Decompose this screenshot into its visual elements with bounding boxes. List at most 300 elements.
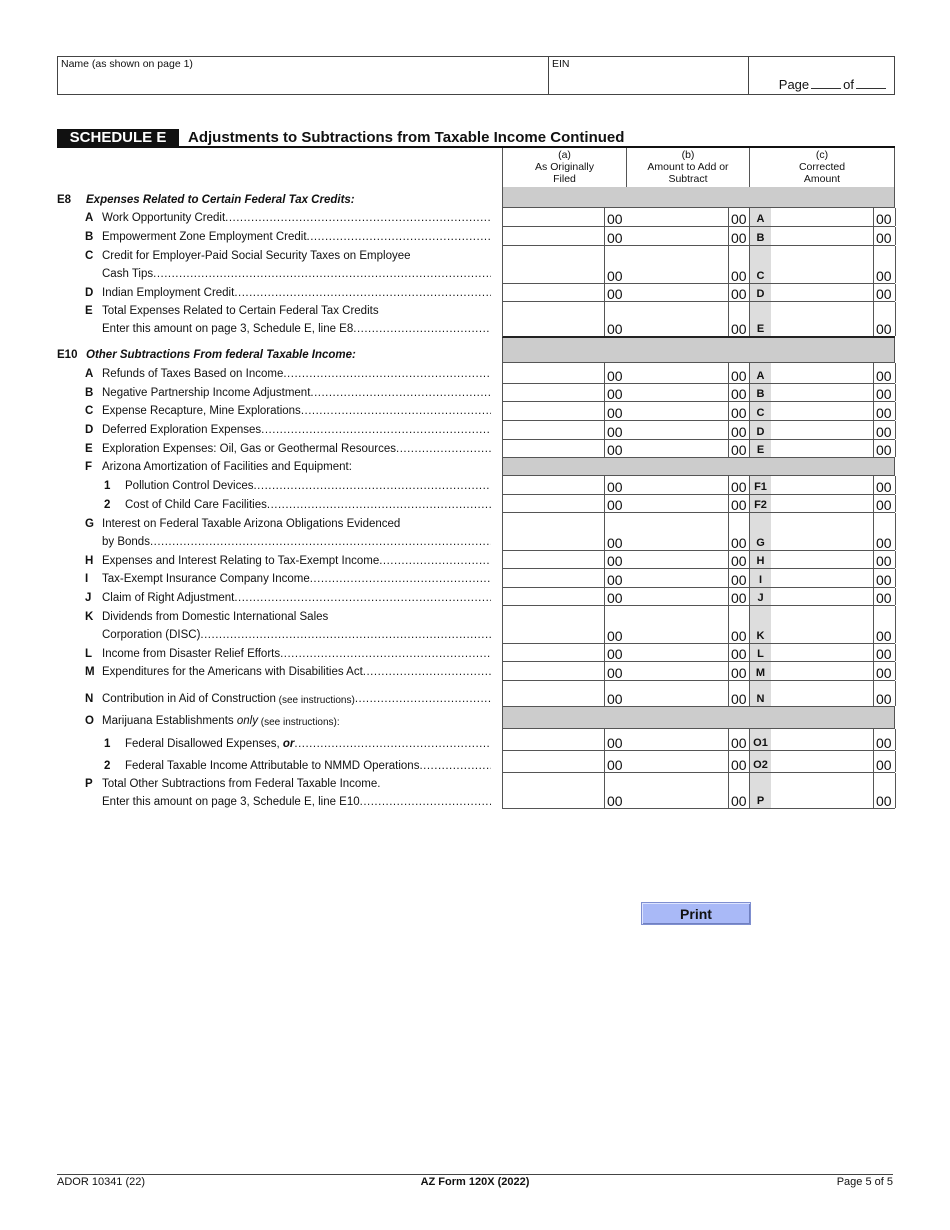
line-text: Cost of Child Care Facilities bbox=[125, 499, 267, 511]
line-label bbox=[57, 555, 491, 568]
original-amount-input[interactable] bbox=[503, 402, 604, 420]
original-amount-input[interactable] bbox=[503, 644, 604, 661]
print-button[interactable]: Print bbox=[641, 902, 751, 925]
amount-row-o2 bbox=[502, 750, 895, 773]
amount-row-b bbox=[502, 226, 895, 246]
line-label bbox=[57, 405, 491, 418]
line-text: Cash Tips bbox=[102, 268, 154, 280]
line-text: by Bonds bbox=[102, 536, 150, 548]
adjustment-amount-input[interactable] bbox=[626, 363, 728, 383]
cents-a: 00 bbox=[604, 384, 626, 401]
cents-b: 00 bbox=[728, 569, 749, 587]
cents-a: 00 bbox=[604, 729, 626, 750]
original-amount-input[interactable] bbox=[503, 606, 604, 643]
amount-row-f1 bbox=[502, 475, 895, 495]
cents-c: 00 bbox=[873, 662, 896, 680]
column-letter: (b) bbox=[681, 149, 695, 161]
line-label bbox=[57, 368, 491, 381]
cents-c: 00 bbox=[873, 208, 896, 226]
cents-b: 00 bbox=[728, 551, 749, 568]
line-label bbox=[57, 387, 491, 400]
cents-c: 00 bbox=[873, 246, 896, 283]
column-letter: (c) bbox=[815, 149, 829, 161]
corrected-amount-input[interactable] bbox=[771, 421, 873, 439]
adjustment-amount-input[interactable] bbox=[626, 751, 728, 772]
line-letter-box: B bbox=[749, 227, 771, 245]
line-text: Refunds of Taxes Based on Income bbox=[102, 368, 284, 380]
column-title: As Originally bbox=[535, 161, 594, 173]
line-letter-box: O1 bbox=[749, 729, 771, 750]
line-text: Total Expenses Related to Certain Federal Tax Credits bbox=[102, 305, 379, 317]
corrected-amount-input[interactable] bbox=[771, 644, 873, 661]
leader-dots bbox=[360, 796, 491, 809]
line-letter bbox=[57, 268, 102, 281]
original-amount-input[interactable] bbox=[503, 363, 604, 383]
line-text: Expenses and Interest Relating to Tax-Exempt Income bbox=[102, 555, 380, 567]
sub-line-number: 2 bbox=[104, 499, 111, 511]
cents-b: 00 bbox=[728, 751, 749, 772]
footer-form-id: ADOR 10341 (22) bbox=[57, 1176, 146, 1188]
leader-dots bbox=[150, 536, 491, 549]
cents-c: 00 bbox=[873, 495, 896, 512]
cents-a: 00 bbox=[604, 476, 626, 494]
line-letter bbox=[57, 323, 102, 336]
original-amount-input[interactable] bbox=[503, 513, 604, 550]
cents-b: 00 bbox=[728, 421, 749, 439]
cents-a: 00 bbox=[604, 402, 626, 420]
corrected-amount-input[interactable] bbox=[771, 302, 873, 336]
cents-c: 00 bbox=[873, 773, 896, 808]
corrected-amount-input[interactable] bbox=[771, 246, 873, 283]
line-letter-box: C bbox=[749, 402, 771, 420]
page-total-input[interactable] bbox=[856, 79, 886, 89]
line-letter-box: F1 bbox=[749, 476, 771, 494]
line-text: Enter this amount on page 3, Schedule E, line E8 bbox=[102, 323, 354, 335]
leader-dots bbox=[200, 629, 491, 642]
line-text: Credit for Employer-Paid Social Security Taxes on Employee bbox=[102, 250, 411, 262]
amount-row-d bbox=[502, 420, 895, 440]
amount-row-a bbox=[502, 362, 895, 384]
cents-b: 00 bbox=[728, 513, 749, 550]
page-of-field bbox=[779, 77, 888, 92]
shaded-band bbox=[502, 457, 895, 475]
line-letter: P bbox=[85, 778, 93, 790]
leader-dots bbox=[234, 592, 491, 605]
line-label bbox=[57, 715, 491, 729]
adjustment-amount-input[interactable] bbox=[626, 246, 728, 283]
line-letter-box: O2 bbox=[749, 751, 771, 772]
adjustment-amount-input[interactable] bbox=[626, 513, 728, 550]
cents-a: 00 bbox=[604, 363, 626, 383]
line-text: Enter this amount on page 3, Schedule E, line E10 bbox=[102, 796, 360, 808]
leader-dots bbox=[294, 738, 491, 751]
cents-b: 00 bbox=[728, 729, 749, 750]
line-letter: I bbox=[85, 573, 89, 585]
line-letter-box: L bbox=[749, 644, 771, 661]
emphasis-text: only bbox=[233, 715, 258, 727]
cents-c: 00 bbox=[873, 476, 896, 494]
line-text: Interest on Federal Taxable Arizona Obligations Evidenced bbox=[102, 518, 401, 530]
adjustment-amount-input[interactable] bbox=[626, 606, 728, 643]
schedule-tag: SCHEDULE E bbox=[57, 129, 179, 147]
cents-a: 00 bbox=[604, 513, 626, 550]
name-label: Name (as shown on page 1) bbox=[61, 58, 193, 70]
cents-a: 00 bbox=[604, 551, 626, 568]
amount-row-g bbox=[502, 512, 895, 551]
line-text: Negative Partnership Income Adjustment bbox=[102, 387, 311, 399]
corrected-amount-input[interactable] bbox=[771, 681, 873, 706]
leader-dots bbox=[301, 405, 491, 418]
amount-row-d bbox=[502, 283, 895, 302]
cents-a: 00 bbox=[604, 246, 626, 283]
adjustment-amount-input[interactable] bbox=[626, 476, 728, 494]
line-letter bbox=[57, 629, 102, 642]
leader-dots bbox=[310, 387, 491, 400]
amount-row-a bbox=[502, 207, 895, 227]
cents-c: 00 bbox=[873, 606, 896, 643]
corrected-amount-input[interactable] bbox=[771, 729, 873, 750]
leader-dots bbox=[353, 323, 491, 336]
line-letter: H bbox=[85, 555, 94, 567]
column-title: Corrected bbox=[798, 161, 846, 173]
adjustment-amount-input[interactable] bbox=[626, 662, 728, 680]
amount-row-b bbox=[502, 383, 895, 402]
corrected-amount-input[interactable] bbox=[771, 751, 873, 772]
cents-a: 00 bbox=[604, 751, 626, 772]
line-letter: O bbox=[85, 715, 94, 727]
line-text: Work Opportunity Credit bbox=[102, 212, 226, 224]
line-letter: N bbox=[85, 693, 94, 705]
cents-a: 00 bbox=[604, 606, 626, 643]
line-label bbox=[57, 250, 491, 263]
original-amount-input[interactable] bbox=[503, 476, 604, 494]
line-text: Empowerment Zone Employment Credit bbox=[102, 231, 307, 243]
corrected-amount-input[interactable] bbox=[771, 551, 873, 568]
line-text: Pollution Control Devices bbox=[125, 480, 254, 492]
amount-row-j bbox=[502, 587, 895, 606]
line-text: Contribution in Aid of Construction bbox=[102, 693, 276, 705]
cents-c: 00 bbox=[873, 384, 896, 401]
column-title: Subtract bbox=[668, 173, 708, 185]
adjustment-amount-input[interactable] bbox=[626, 495, 728, 512]
cents-b: 00 bbox=[728, 384, 749, 401]
adjustment-amount-input[interactable] bbox=[626, 729, 728, 750]
adjustment-amount-input[interactable] bbox=[626, 227, 728, 245]
leader-dots bbox=[261, 424, 491, 437]
line-letter: D bbox=[85, 424, 94, 436]
cents-c: 00 bbox=[873, 284, 896, 301]
line-letter: J bbox=[85, 592, 92, 604]
corrected-amount-input[interactable] bbox=[771, 513, 873, 550]
original-amount-input[interactable] bbox=[503, 588, 604, 605]
amount-row-e bbox=[502, 439, 895, 458]
cents-a: 00 bbox=[604, 495, 626, 512]
leader-dots bbox=[419, 760, 491, 773]
cents-c: 00 bbox=[873, 302, 896, 336]
corrected-amount-input[interactable] bbox=[771, 606, 873, 643]
line-label bbox=[57, 323, 491, 336]
name-field[interactable] bbox=[58, 57, 550, 94]
corrected-amount-input[interactable] bbox=[771, 208, 873, 226]
leader-dots bbox=[379, 555, 491, 568]
shaded-band bbox=[502, 337, 895, 362]
line-label bbox=[57, 629, 491, 642]
original-amount-input[interactable] bbox=[503, 440, 604, 457]
taxpayer-info-box bbox=[57, 56, 895, 95]
cents-c: 00 bbox=[873, 729, 896, 750]
instruction-note: (see instructions): bbox=[257, 717, 340, 728]
line-label bbox=[57, 738, 491, 751]
adjustment-amount-input[interactable] bbox=[626, 569, 728, 587]
cents-c: 00 bbox=[873, 402, 896, 420]
original-amount-input[interactable] bbox=[503, 384, 604, 401]
cents-c: 00 bbox=[873, 681, 896, 706]
cents-b: 00 bbox=[728, 246, 749, 283]
line-text: Corporation (DISC) bbox=[102, 629, 201, 641]
line-letter-box: P bbox=[749, 773, 771, 808]
corrected-amount-input[interactable] bbox=[771, 773, 873, 808]
cents-c: 00 bbox=[873, 421, 896, 439]
line-label bbox=[57, 778, 491, 791]
cents-c: 00 bbox=[873, 569, 896, 587]
line-label bbox=[57, 212, 491, 225]
leader-dots bbox=[396, 443, 491, 456]
line-text: Total Other Subtractions from Federal Taxable Income. bbox=[102, 778, 381, 790]
line-label bbox=[57, 760, 491, 773]
line-label bbox=[57, 461, 491, 474]
line-letter: M bbox=[85, 666, 95, 678]
ein-field[interactable] bbox=[549, 57, 749, 94]
line-letter: F bbox=[85, 461, 93, 473]
column-letter: (a) bbox=[558, 149, 571, 161]
line-letter-box: N bbox=[749, 681, 771, 706]
line-letter-box: B bbox=[749, 384, 771, 401]
section-code: E10 bbox=[57, 349, 78, 361]
page-number-input[interactable] bbox=[811, 79, 841, 89]
leader-dots bbox=[283, 368, 491, 381]
original-amount-input[interactable] bbox=[503, 751, 604, 772]
cents-b: 00 bbox=[728, 606, 749, 643]
corrected-amount-input[interactable] bbox=[771, 440, 873, 457]
cents-a: 00 bbox=[604, 773, 626, 808]
original-amount-input[interactable] bbox=[503, 662, 604, 680]
adjustment-amount-input[interactable] bbox=[626, 644, 728, 661]
original-amount-input[interactable] bbox=[503, 302, 604, 336]
column-title: Filed bbox=[553, 173, 576, 185]
cents-b: 00 bbox=[728, 476, 749, 494]
line-letter: K bbox=[85, 611, 94, 623]
line-label bbox=[57, 499, 491, 512]
original-amount-input[interactable] bbox=[503, 421, 604, 439]
line-letter: G bbox=[85, 518, 94, 530]
amount-row-m bbox=[502, 661, 895, 681]
column-header-c bbox=[749, 148, 895, 187]
line-text: Claim of Right Adjustment bbox=[102, 592, 235, 604]
line-letter: E bbox=[85, 443, 93, 455]
cents-a: 00 bbox=[604, 588, 626, 605]
cents-c: 00 bbox=[873, 440, 896, 457]
cents-b: 00 bbox=[728, 495, 749, 512]
cents-b: 00 bbox=[728, 440, 749, 457]
line-letter: A bbox=[85, 212, 94, 224]
of-label: of bbox=[843, 77, 854, 92]
footer-page-number: Page 5 of 5 bbox=[836, 1176, 893, 1188]
line-text: Dividends from Domestic International Sales bbox=[102, 611, 329, 623]
leader-dots bbox=[153, 268, 491, 281]
corrected-amount-input[interactable] bbox=[771, 284, 873, 301]
original-amount-input[interactable] bbox=[503, 569, 604, 587]
line-letter-box: A bbox=[749, 363, 771, 383]
cents-c: 00 bbox=[873, 227, 896, 245]
leader-dots bbox=[253, 480, 491, 493]
line-text: Marijuana Establishments bbox=[102, 715, 234, 727]
original-amount-input[interactable] bbox=[503, 495, 604, 512]
adjustment-amount-input[interactable] bbox=[626, 208, 728, 226]
line-label bbox=[57, 424, 491, 437]
original-amount-input[interactable] bbox=[503, 284, 604, 301]
adjustment-amount-input[interactable] bbox=[626, 402, 728, 420]
cents-a: 00 bbox=[604, 644, 626, 661]
cents-a: 00 bbox=[604, 421, 626, 439]
line-text: Exploration Expenses: Oil, Gas or Geothermal Resources bbox=[102, 443, 397, 455]
sub-line-number: 1 bbox=[104, 738, 111, 750]
shaded-band bbox=[502, 706, 895, 728]
leader-dots bbox=[307, 231, 491, 244]
line-label bbox=[57, 480, 491, 493]
adjustment-amount-input[interactable] bbox=[626, 773, 728, 808]
cents-b: 00 bbox=[728, 402, 749, 420]
adjustment-amount-input[interactable] bbox=[626, 440, 728, 457]
line-letter-box: F2 bbox=[749, 495, 771, 512]
adjustment-amount-input[interactable] bbox=[626, 421, 728, 439]
line-letter: E bbox=[85, 305, 93, 317]
line-letter: D bbox=[85, 287, 94, 299]
ein-label: EIN bbox=[552, 58, 570, 70]
original-amount-input[interactable] bbox=[503, 551, 604, 568]
adjustment-amount-input[interactable] bbox=[626, 588, 728, 605]
line-label bbox=[57, 796, 491, 809]
amount-row-l bbox=[502, 643, 895, 662]
corrected-amount-input[interactable] bbox=[771, 363, 873, 383]
original-amount-input[interactable] bbox=[503, 681, 604, 706]
cents-a: 00 bbox=[604, 440, 626, 457]
amount-row-i bbox=[502, 568, 895, 588]
original-amount-input[interactable] bbox=[503, 227, 604, 245]
amount-row-k bbox=[502, 605, 895, 644]
line-letter-box: J bbox=[749, 588, 771, 605]
line-label bbox=[57, 648, 491, 661]
line-label bbox=[57, 573, 491, 586]
cents-c: 00 bbox=[873, 751, 896, 772]
footer-form-name: AZ Form 120X (2022) bbox=[420, 1176, 530, 1188]
amount-row-p bbox=[502, 772, 895, 809]
line-letter-box: E bbox=[749, 440, 771, 457]
cents-a: 00 bbox=[604, 662, 626, 680]
corrected-amount-input[interactable] bbox=[771, 476, 873, 494]
emphasis-text: or bbox=[279, 738, 295, 750]
corrected-amount-input[interactable] bbox=[771, 384, 873, 401]
corrected-amount-input[interactable] bbox=[771, 588, 873, 605]
amount-row-o1 bbox=[502, 728, 895, 751]
line-letter-box: A bbox=[749, 208, 771, 226]
cents-a: 00 bbox=[604, 284, 626, 301]
corrected-amount-input[interactable] bbox=[771, 402, 873, 420]
line-letter-box: E bbox=[749, 302, 771, 336]
leader-dots bbox=[363, 666, 491, 679]
amount-row-c bbox=[502, 401, 895, 421]
line-letter-box: G bbox=[749, 513, 771, 550]
shaded-band bbox=[502, 187, 895, 207]
column-title: Amount to Add or bbox=[647, 161, 729, 173]
line-label bbox=[57, 693, 491, 707]
sub-line-number: 2 bbox=[104, 760, 111, 772]
corrected-amount-input[interactable] bbox=[771, 495, 873, 512]
adjustment-amount-input[interactable] bbox=[626, 302, 728, 336]
leader-dots bbox=[225, 212, 491, 225]
corrected-amount-input[interactable] bbox=[771, 227, 873, 245]
line-letter-box: H bbox=[749, 551, 771, 568]
line-label bbox=[57, 443, 491, 456]
original-amount-input[interactable] bbox=[503, 246, 604, 283]
line-letter-box: C bbox=[749, 246, 771, 283]
line-letter-box: M bbox=[749, 662, 771, 680]
cents-a: 00 bbox=[604, 681, 626, 706]
line-letter-box: D bbox=[749, 421, 771, 439]
line-letter-box: K bbox=[749, 606, 771, 643]
line-label bbox=[57, 231, 491, 244]
original-amount-input[interactable] bbox=[503, 729, 604, 750]
amount-row-e bbox=[502, 301, 895, 338]
leader-dots bbox=[234, 287, 491, 300]
adjustment-amount-input[interactable] bbox=[626, 384, 728, 401]
line-letter: C bbox=[85, 250, 94, 262]
adjustment-amount-input[interactable] bbox=[626, 284, 728, 301]
cents-b: 00 bbox=[728, 662, 749, 680]
cents-b: 00 bbox=[728, 284, 749, 301]
amount-row-n bbox=[502, 680, 895, 707]
original-amount-input[interactable] bbox=[503, 208, 604, 226]
cents-a: 00 bbox=[604, 208, 626, 226]
footer-divider bbox=[57, 1174, 893, 1175]
amount-row-c bbox=[502, 245, 895, 284]
line-letter: B bbox=[85, 387, 94, 399]
instruction-note: (see instructions) bbox=[275, 695, 355, 706]
line-text: Deferred Exploration Expenses bbox=[102, 424, 262, 436]
schedule-title: Adjustments to Subtractions from Taxable Income Continued bbox=[188, 129, 625, 146]
section-heading bbox=[57, 349, 491, 362]
cents-a: 00 bbox=[604, 569, 626, 587]
cents-b: 00 bbox=[728, 302, 749, 336]
sub-line-number: 1 bbox=[104, 480, 111, 492]
cents-b: 00 bbox=[728, 227, 749, 245]
column-header-b bbox=[626, 148, 749, 187]
cents-b: 00 bbox=[728, 681, 749, 706]
cents-b: 00 bbox=[728, 588, 749, 605]
leader-dots bbox=[280, 648, 491, 661]
adjustment-amount-input[interactable] bbox=[626, 551, 728, 568]
adjustment-amount-input[interactable] bbox=[626, 681, 728, 706]
line-label bbox=[57, 666, 491, 679]
leader-dots bbox=[267, 499, 491, 512]
cents-b: 00 bbox=[728, 644, 749, 661]
line-text: Other Subtractions From federal Taxable Income: bbox=[86, 349, 356, 361]
line-label bbox=[57, 611, 491, 624]
column-header-a bbox=[502, 148, 626, 187]
corrected-amount-input[interactable] bbox=[771, 662, 873, 680]
original-amount-input[interactable] bbox=[503, 773, 604, 808]
corrected-amount-input[interactable] bbox=[771, 569, 873, 587]
leader-dots bbox=[355, 693, 491, 707]
